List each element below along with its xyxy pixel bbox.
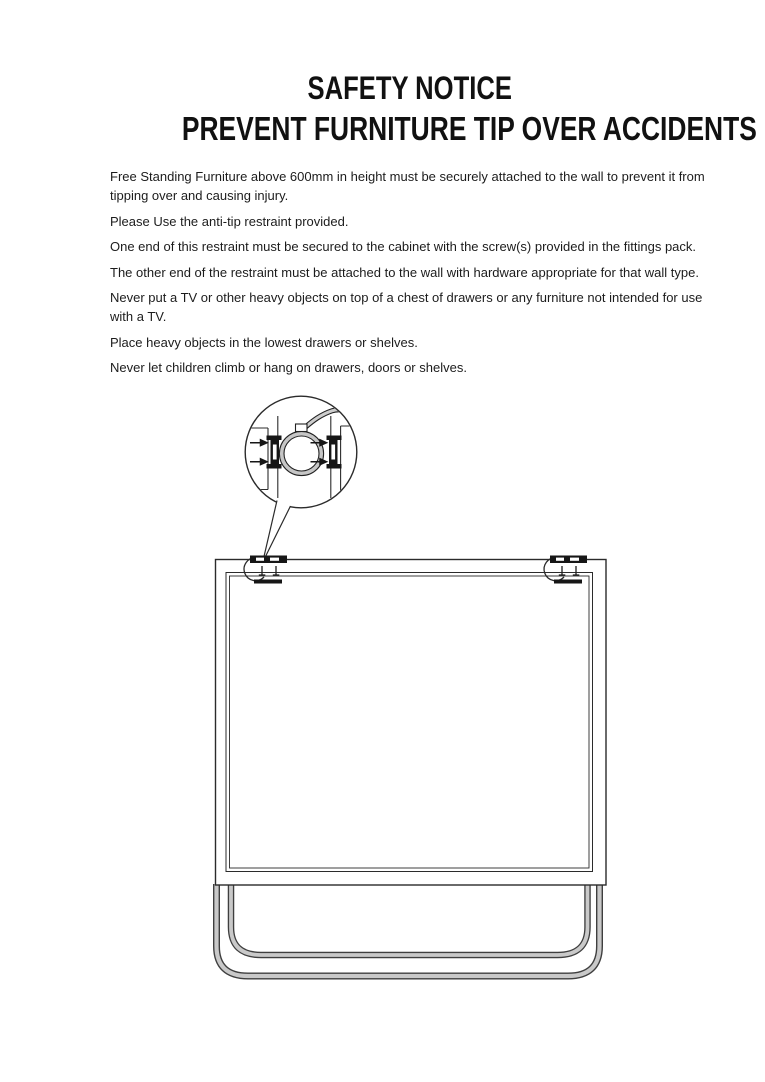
cabinet-fixing-bracket [327, 436, 342, 469]
paragraph-attach-to-wall: The other end of the restraint must be attached to the wall with hardware appropriate for that wall type. [110, 264, 699, 280]
paragraph-no-tv: Never put a TV or other heavy objects on top of a chest of drawers or any furniture not intended for use with a TV. [110, 290, 703, 324]
page-title [110, 71, 710, 105]
restraint-strap-ring [279, 431, 323, 475]
page-subtitle [110, 110, 757, 147]
cabinet-back-panel [226, 573, 593, 872]
wall-fixing-bracket [267, 436, 282, 469]
strap-buckle [296, 424, 308, 432]
wall-section [243, 416, 278, 498]
detail-callout-circle [243, 396, 360, 508]
cabinet-section [331, 416, 360, 498]
right-anchor-bracket-icon [544, 556, 587, 584]
page-subtitle-text: PREVENT FURNITURE TIP OVER ACCIDENTS [181, 110, 757, 147]
paragraph-free-standing: Free Standing Furniture above 600mm in height must be securely attached to the wall to prevent it from tipping over and causing injury. [110, 169, 705, 203]
base-frame-outer [217, 884, 600, 976]
paragraph-use-restraint: Please Use the anti-tip restraint provided. [110, 213, 349, 229]
paragraph-heavy-objects: Place heavy objects in the lowest drawers or shelves. [110, 334, 418, 350]
left-anchor-bracket-icon [244, 556, 287, 584]
notice-paragraphs [110, 167, 710, 377]
base-frame-inner [231, 884, 588, 955]
cabinet-outline [216, 560, 607, 886]
paragraph-children: Never let children climb or hang on drawers, doors or shelves. [110, 360, 467, 375]
strap-tail [305, 410, 350, 428]
paragraph-secure-to-cabinet: One end of this restraint must be secured to the cabinet with the screw(s) provided in the fittings pack. [110, 239, 697, 254]
callout-pointer [264, 501, 291, 557]
anti-tip-diagram [195, 388, 640, 993]
screw-arrows [250, 440, 327, 465]
document-content [110, 0, 757, 384]
page-title-text: SAFETY NOTICE [307, 70, 513, 106]
